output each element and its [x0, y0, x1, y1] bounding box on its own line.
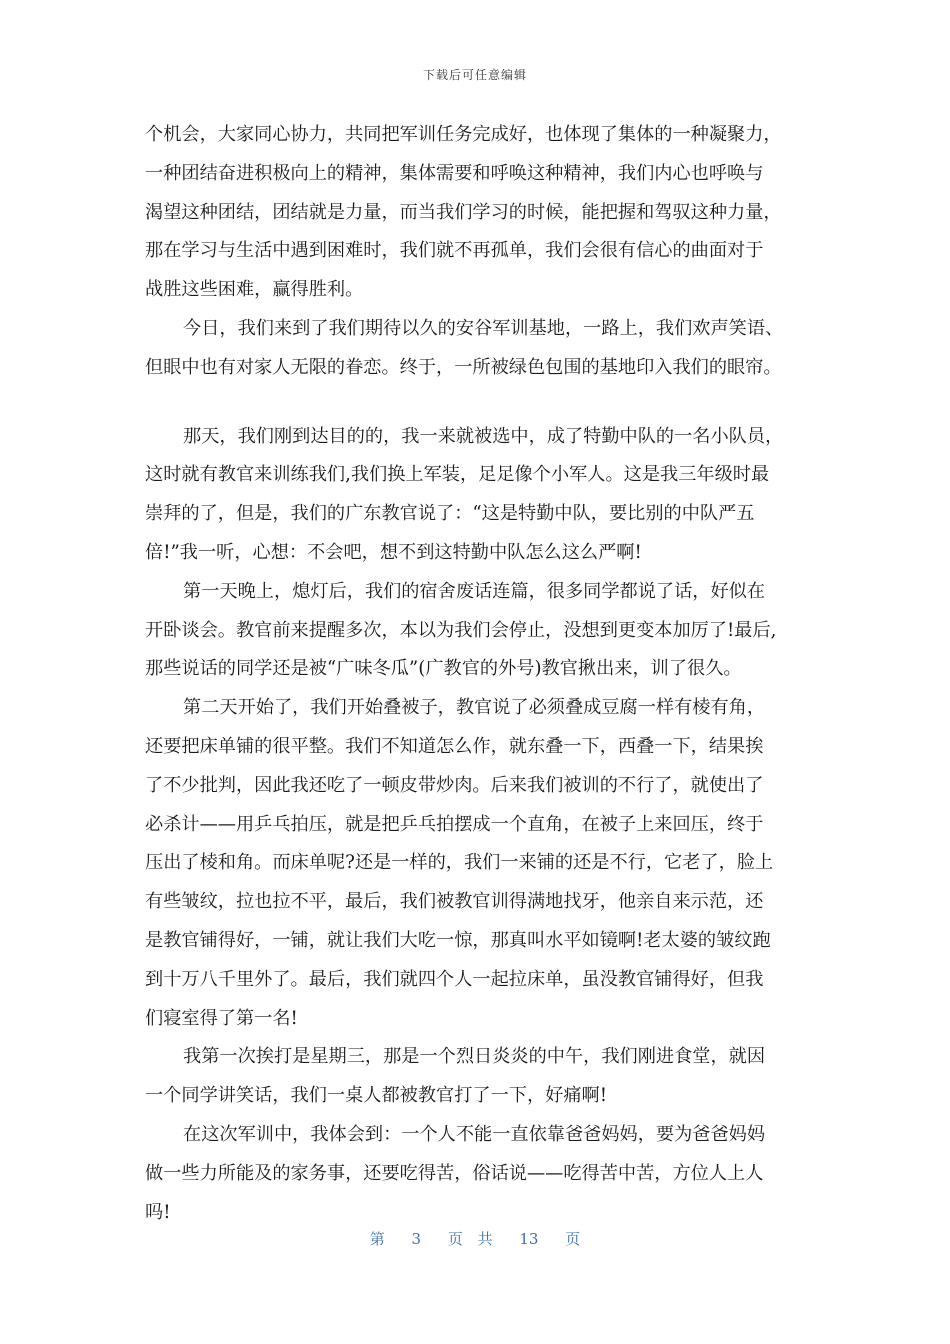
page-footer [0, 1228, 950, 1249]
paragraph [145, 1038, 813, 1116]
paragraph [145, 418, 813, 573]
page-header [0, 66, 950, 83]
text-line: 个机会，大家同心协力，共同把军训任务完成好，也体现了集体的一种凝聚力， [145, 124, 782, 145]
header-text: 下载后可任意编辑 [422, 68, 527, 82]
text-line: 那些说话的同学还是被“广味冬瓜”(广教官的外号)教官揪出来，训了很久。 [145, 658, 742, 680]
text-line: 那天，我们刚到达目的的，我一来就被选中，成了特勤中队的一名小队员， [183, 425, 784, 447]
text-line: 一种团结奋进积极向上的精神，集体需要和呼唤这种精神，我们内心也呼唤与 [145, 162, 764, 184]
text-line: 我第一次挨打是星期三，那是一个烈日炎炎的中午，我们刚进食堂，就因 [183, 1046, 766, 1068]
text-line: 第二天开始了，我们开始叠被子，教官说了必须叠成豆腐一样有棱有角， [183, 697, 766, 719]
paragraph-spacer [145, 388, 813, 418]
footer-prefix: 第 [369, 1230, 385, 1248]
text-line: 必杀计——用乒乓拍压，就是把乒乓拍摆成一个直角，在被子上来回压，终于 [145, 813, 764, 835]
text-line: 战胜这些困难，赢得胜利。 [145, 279, 364, 301]
text-line: 做一些力所能及的家务事，还要吃得苦，俗话说——吃得苦中苦，方位人上人 [145, 1162, 764, 1184]
text-line: 开卧谈会。教官前来提醒多次，本以为我们会停止，没想到更变本加厉了!最后, [145, 619, 777, 641]
paragraph [145, 116, 813, 310]
text-line: 吗! [145, 1201, 171, 1223]
text-line: 但眼中也有对家人无限的眷恋。终于，一所被绿色包围的基地印入我们的眼帘。 [145, 356, 782, 378]
text-line: 有些皱纹，拉也拉不平，最后，我们被教官训得满地找牙，他亲自来示范，还 [145, 891, 764, 913]
text-line: 了不少批判，因此我还吃了一顿皮带炒肉。后来我们被训的不行了，就使出了 [145, 774, 764, 796]
text-line: 倍!”我一听，心想：不会吧，想不到这特勤中队怎么这么严啊! [145, 541, 642, 563]
footer-total-pages: 13 [519, 1230, 539, 1248]
text-line: 在这次军训中，我体会到：一个人不能一直依靠爸爸妈妈，要为爸爸妈妈 [183, 1123, 766, 1145]
text-line: 第一天晚上，熄灯后，我们的宿舍废话连篇，很多同学都说了话，好似在 [183, 580, 766, 602]
paragraph [145, 573, 813, 689]
text-line: 到十万八千里外了。最后，我们就四个人一起拉床单，虽没教官铺得好，但我 [145, 968, 764, 990]
text-line: 崇拜的了，但是，我们的广东教官说了：“这是特勤中队，要比别的中队严五 [145, 503, 755, 525]
footer-page-number: 3 [411, 1230, 422, 1248]
text-line: 这时就有教官来训练我们,我们换上军装，足足像个小军人。这是我三年级时最 [145, 464, 770, 486]
text-line: 那在学习与生活中遇到困难时，我们就不再孤单，我们会很有信心的曲面对于 [145, 240, 764, 262]
text-line: 们寝室得了第一名! [145, 1007, 298, 1029]
document-body [145, 116, 813, 1232]
text-line: 渴望这种团结，团结就是力量，而当我们学习的时候，能把握和驾驭这种力量， [145, 201, 782, 223]
paragraph [145, 1116, 813, 1232]
text-line: 今日，我们来到了我们期待以久的安谷军训基地，一路上，我们欢声笑语、 [183, 317, 784, 339]
text-line: 压出了棱和角。而床单呢?还是一样的，我们一来铺的还是不行，它老了，脸上 [145, 852, 774, 874]
paragraph [145, 689, 813, 1038]
text-line: 一个同学讲笑话，我们一桌人都被教官打了一下，好痛啊! [145, 1085, 607, 1107]
footer-suffix: 页 [565, 1230, 581, 1248]
text-line: 还要把床单铺的很平整。我们不知道怎么作，就东叠一下，西叠一下，结果挨 [145, 735, 764, 757]
paragraph [145, 310, 813, 388]
footer-middle: 页 共 [447, 1230, 493, 1248]
text-line: 是教官铺得好，一铺，就让我们大吃一惊，那真叫水平如镜啊!老太婆的皱纹跑 [145, 929, 771, 951]
